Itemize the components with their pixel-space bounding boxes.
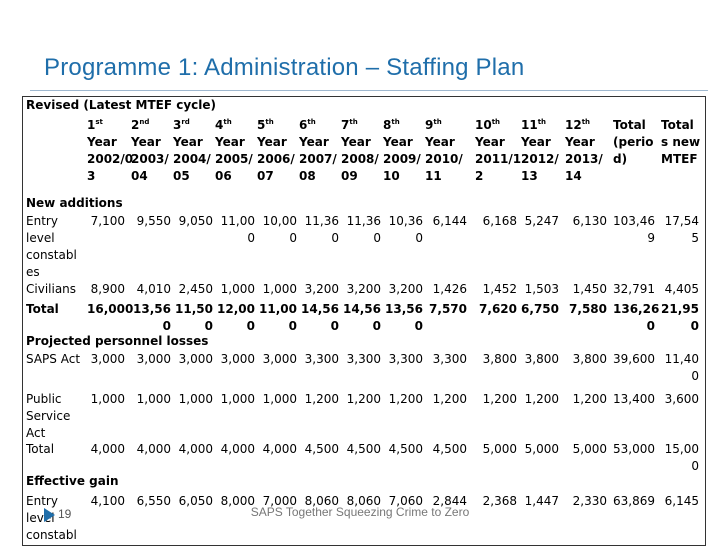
table-cell: 7,620: [479, 302, 517, 316]
table-cell: 103,46 9: [613, 214, 655, 245]
table-cell: 10,00 0: [262, 214, 297, 245]
footer-text: SAPS Together Squeezing Crime to Zero: [250, 505, 470, 519]
table-cell: 8,900: [90, 282, 125, 296]
table-cell: 1,200: [482, 392, 517, 406]
column-header: 4th Year 2005/ 06: [215, 118, 253, 183]
row-label: Entry level constabl es: [26, 214, 77, 279]
column-header: 10th Year 2011/1 2: [475, 118, 522, 183]
table-cell: 11,36 0: [304, 214, 339, 245]
row-label: Public Service Act: [26, 392, 71, 440]
table-cell: 4,000: [178, 442, 213, 456]
slide-title: Programme 1: Administration – Staffing Plan: [44, 54, 525, 81]
table-cell: 1,200: [524, 392, 559, 406]
column-header: 8th Year 2009/ 10: [383, 118, 421, 183]
table-cell: 11,36 0: [346, 214, 381, 245]
table-cell: 1,000: [262, 392, 297, 406]
table-cell: 4,100: [90, 494, 125, 508]
column-header: 11th Year 2012/ 13: [521, 118, 559, 183]
table-cell: 11,50 0: [175, 302, 213, 333]
table-cell: 13,56 0: [385, 302, 423, 333]
table-cell: 8,000: [220, 494, 255, 508]
table-cell: 1,200: [388, 392, 423, 406]
table-cell: 3,300: [304, 352, 339, 366]
table-cell: 5,000: [482, 442, 517, 456]
table-cell: 6,050: [178, 494, 213, 508]
column-header: 3rd Year 2004/ 05: [173, 118, 211, 183]
table-cell: 4,000: [220, 442, 255, 456]
table-cell: 1,000: [178, 392, 213, 406]
table-cell: 2,450: [178, 282, 213, 296]
table-cell: 8,060: [304, 494, 339, 508]
table-cell: 39,600: [613, 352, 655, 366]
column-header: 2nd Year 2003/ 04: [131, 118, 169, 183]
table-cell: 1,200: [572, 392, 607, 406]
table-cell: 3,300: [432, 352, 467, 366]
table-cell: 14,56 0: [343, 302, 381, 333]
table-cell: 6,145: [664, 494, 699, 508]
table-cell: 53,000: [613, 442, 655, 456]
table-cell: 2,368: [482, 494, 517, 508]
table-cell: 1,000: [136, 392, 171, 406]
column-header: 1st Year 2002/0 3: [87, 118, 134, 183]
table-cell: 4,010: [136, 282, 171, 296]
table-cell: 6,550: [136, 494, 171, 508]
table-cell: 3,800: [524, 352, 559, 366]
row-label: Total: [26, 302, 59, 316]
column-header: Total (perio d): [613, 118, 654, 166]
staffing-plan-table: [22, 96, 706, 546]
section-projected-losses: Projected personnel losses: [26, 334, 209, 348]
column-header: 5th Year 2006/ 07: [257, 118, 295, 183]
table-cell: 11,40 0: [664, 352, 699, 383]
table-cell: 16,000: [87, 302, 134, 316]
table-cell: 4,500: [432, 442, 467, 456]
table-cell: 1,200: [432, 392, 467, 406]
table-cell: 4,500: [388, 442, 423, 456]
table-cell: 3,300: [388, 352, 423, 366]
table-cell: 17,54 5: [664, 214, 699, 245]
table-heading: Revised (Latest MTEF cycle): [26, 98, 217, 112]
table-cell: 3,800: [572, 352, 607, 366]
table-cell: 1,000: [220, 282, 255, 296]
table-cell: 14,56 0: [301, 302, 339, 333]
table-cell: 7,580: [569, 302, 607, 316]
table-cell: 3,300: [346, 352, 381, 366]
column-header: 6th Year 2007/ 08: [299, 118, 337, 183]
table-cell: 3,200: [388, 282, 423, 296]
table-cell: 7,000: [262, 494, 297, 508]
table-cell: 3,000: [220, 352, 255, 366]
row-label: Total: [26, 442, 55, 456]
table-cell: 4,000: [90, 442, 125, 456]
column-header: 12th Year 2013/ 14: [565, 118, 603, 183]
table-cell: 5,247: [524, 214, 559, 228]
table-cell: 3,200: [304, 282, 339, 296]
table-cell: 1,426: [432, 282, 467, 296]
table-cell: 1,000: [90, 392, 125, 406]
table-cell: 12,00 0: [217, 302, 255, 333]
table-cell: 4,500: [304, 442, 339, 456]
table-cell: 4,000: [262, 442, 297, 456]
row-label: Civilians: [26, 282, 77, 296]
table-cell: 6,144: [432, 214, 467, 228]
table-cell: 4,000: [136, 442, 171, 456]
table-cell: 3,000: [178, 352, 213, 366]
table-cell: 3,000: [90, 352, 125, 366]
table-cell: 6,130: [572, 214, 607, 228]
column-header: 9th Year 2010/ 11: [425, 118, 463, 183]
table-cell: 9,050: [178, 214, 213, 228]
page-number: 19: [58, 507, 72, 521]
table-cell: 13,400: [613, 392, 655, 406]
table-cell: 10,36 0: [388, 214, 423, 245]
table-cell: 7,100: [90, 214, 125, 228]
table-cell: 32,791: [613, 282, 655, 296]
table-cell: 2,330: [572, 494, 607, 508]
table-cell: 4,500: [346, 442, 381, 456]
table-cell: 1,447: [524, 494, 559, 508]
table-cell: 3,000: [136, 352, 171, 366]
table-cell: 9,550: [136, 214, 171, 228]
row-label: Entry level constabl: [26, 494, 77, 542]
column-header: 7th Year 2008/ 09: [341, 118, 379, 183]
table-cell: 63,869: [613, 494, 655, 508]
table-cell: 21,95 0: [661, 302, 699, 333]
table-cell: 1,503: [524, 282, 559, 296]
table-cell: 7,060: [388, 494, 423, 508]
table-cell: 3,800: [482, 352, 517, 366]
column-header: Total s new MTEF: [661, 118, 701, 166]
table-cell: 15,00 0: [664, 442, 699, 473]
table-cell: 5,000: [524, 442, 559, 456]
table-cell: 1,200: [304, 392, 339, 406]
table-cell: 3,600: [664, 392, 699, 406]
table-cell: 1,000: [220, 392, 255, 406]
section-effective-gain: Effective gain: [26, 474, 119, 488]
table-cell: 4,405: [664, 282, 699, 296]
table-cell: 11,00 0: [220, 214, 255, 245]
table-cell: 5,000: [572, 442, 607, 456]
section-new-additions: New additions: [26, 196, 123, 210]
table-cell: 2,844: [432, 494, 467, 508]
title-underline: [30, 90, 708, 91]
table-cell: 1,200: [346, 392, 381, 406]
table-cell: 1,000: [262, 282, 297, 296]
table-cell: 6,168: [482, 214, 517, 228]
table-cell: 13,56 0: [133, 302, 171, 333]
table-cell: 11,00 0: [259, 302, 297, 333]
row-label: SAPS Act: [26, 352, 81, 366]
table-cell: 8,060: [346, 494, 381, 508]
table-cell: 3,200: [346, 282, 381, 296]
table-cell: 3,000: [262, 352, 297, 366]
table-cell: 7,570: [429, 302, 467, 316]
table-cell: 1,450: [572, 282, 607, 296]
table-cell: 1,452: [482, 282, 517, 296]
table-cell: 6,750: [521, 302, 559, 316]
table-cell: 136,26 0: [613, 302, 660, 333]
